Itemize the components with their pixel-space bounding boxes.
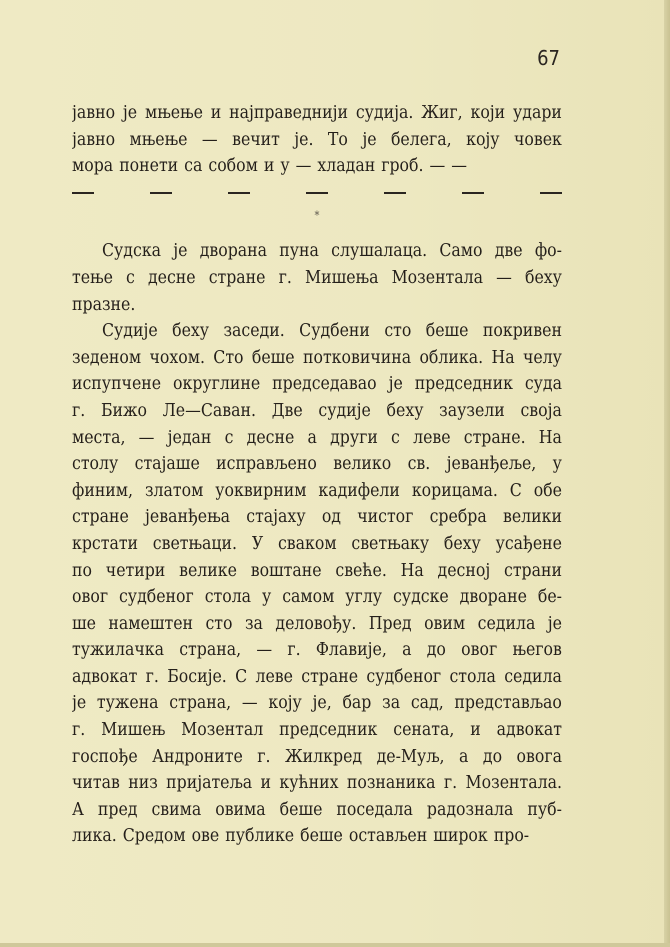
text-line: мора понети са собом и у — хладан гроб. — — xyxy=(72,156,467,177)
text-line: адвокат г. Босије. С леве стране судбеног стола седила xyxy=(72,666,562,687)
body-text xyxy=(72,100,562,850)
paragraph-1 xyxy=(72,100,562,180)
section-separator-asterisk: * xyxy=(314,209,320,223)
text-line: по четири велике воштане свеће. На десној страни xyxy=(72,560,562,581)
dash-mark xyxy=(72,192,94,194)
text-line: Судије беху заседи. Судбени сто беше покривен xyxy=(102,321,562,342)
text-line: стране јеванђења стајаху од чистог сребра велики xyxy=(72,507,562,528)
text-line: зеденом чохом. Сто беше потковичина облика. На челу xyxy=(72,347,562,368)
text-line: је тужена страна, — коју је, бар за сад, представљао xyxy=(72,693,562,714)
text-line: тужилачка страна, — г. Флавије, а до овог његов xyxy=(72,640,562,661)
text-line: столу стајаше исправљено велико св. јеванђеље, у xyxy=(72,454,562,475)
dash-mark xyxy=(384,192,406,194)
text-line: госпође Андроните г. Жилкред де-Муљ, а до овога xyxy=(72,746,562,767)
page-edge-right xyxy=(664,0,670,947)
dash-mark xyxy=(150,192,172,194)
text-line: читав низ пријатеља и кућних познаника г. Мозентала. xyxy=(72,773,562,794)
text-line: лика. Средом ове публике беше остављен широк про- xyxy=(72,826,530,847)
text-line: испупчене округлине председавао је председник суда xyxy=(72,374,562,395)
text-line: места, — један с десне а други с леве стране. На xyxy=(72,427,562,448)
text-line: Судска је дворана пуна слушалаца. Само две фо- xyxy=(102,241,562,262)
dash-separator-row xyxy=(72,180,562,207)
text-line: ше намештен сто за деловођу. Пред овим седила је xyxy=(72,613,562,634)
dash-mark xyxy=(462,192,484,194)
page-edge-bottom xyxy=(0,943,670,947)
text-line: финим, златом уоквирним кадифели корицама. С обе xyxy=(72,480,562,501)
dash-mark xyxy=(306,192,328,194)
paragraph-2 xyxy=(72,238,562,318)
text-line: јавно је мњење и најправеднији судија. Жиг, који удари xyxy=(72,103,562,123)
text-line: јавно мњење — вечит је. То је белега, коју човек xyxy=(72,129,562,150)
text-line: крстати светњаци. У сваком светњаку беху усађене xyxy=(72,533,562,554)
text-line: празне. xyxy=(72,294,136,315)
text-line: А пред свима овима беше поседала радознала пуб- xyxy=(72,799,562,820)
text-line: тење с десне стране г. Мишења Мозентала — беху xyxy=(72,267,562,288)
paragraph-3 xyxy=(72,318,562,850)
text-line: г. Бижо Ле—Саван. Две судије беху заузели своја xyxy=(72,400,562,421)
text-line: г. Мишењ Мозентал председник сената, и адвокат xyxy=(72,720,562,741)
dash-mark xyxy=(540,192,562,194)
text-line: овог судбеног стола у самом углу судске дворане бе- xyxy=(72,587,562,608)
page-number: 67 xyxy=(537,46,560,70)
dash-mark xyxy=(228,192,250,194)
